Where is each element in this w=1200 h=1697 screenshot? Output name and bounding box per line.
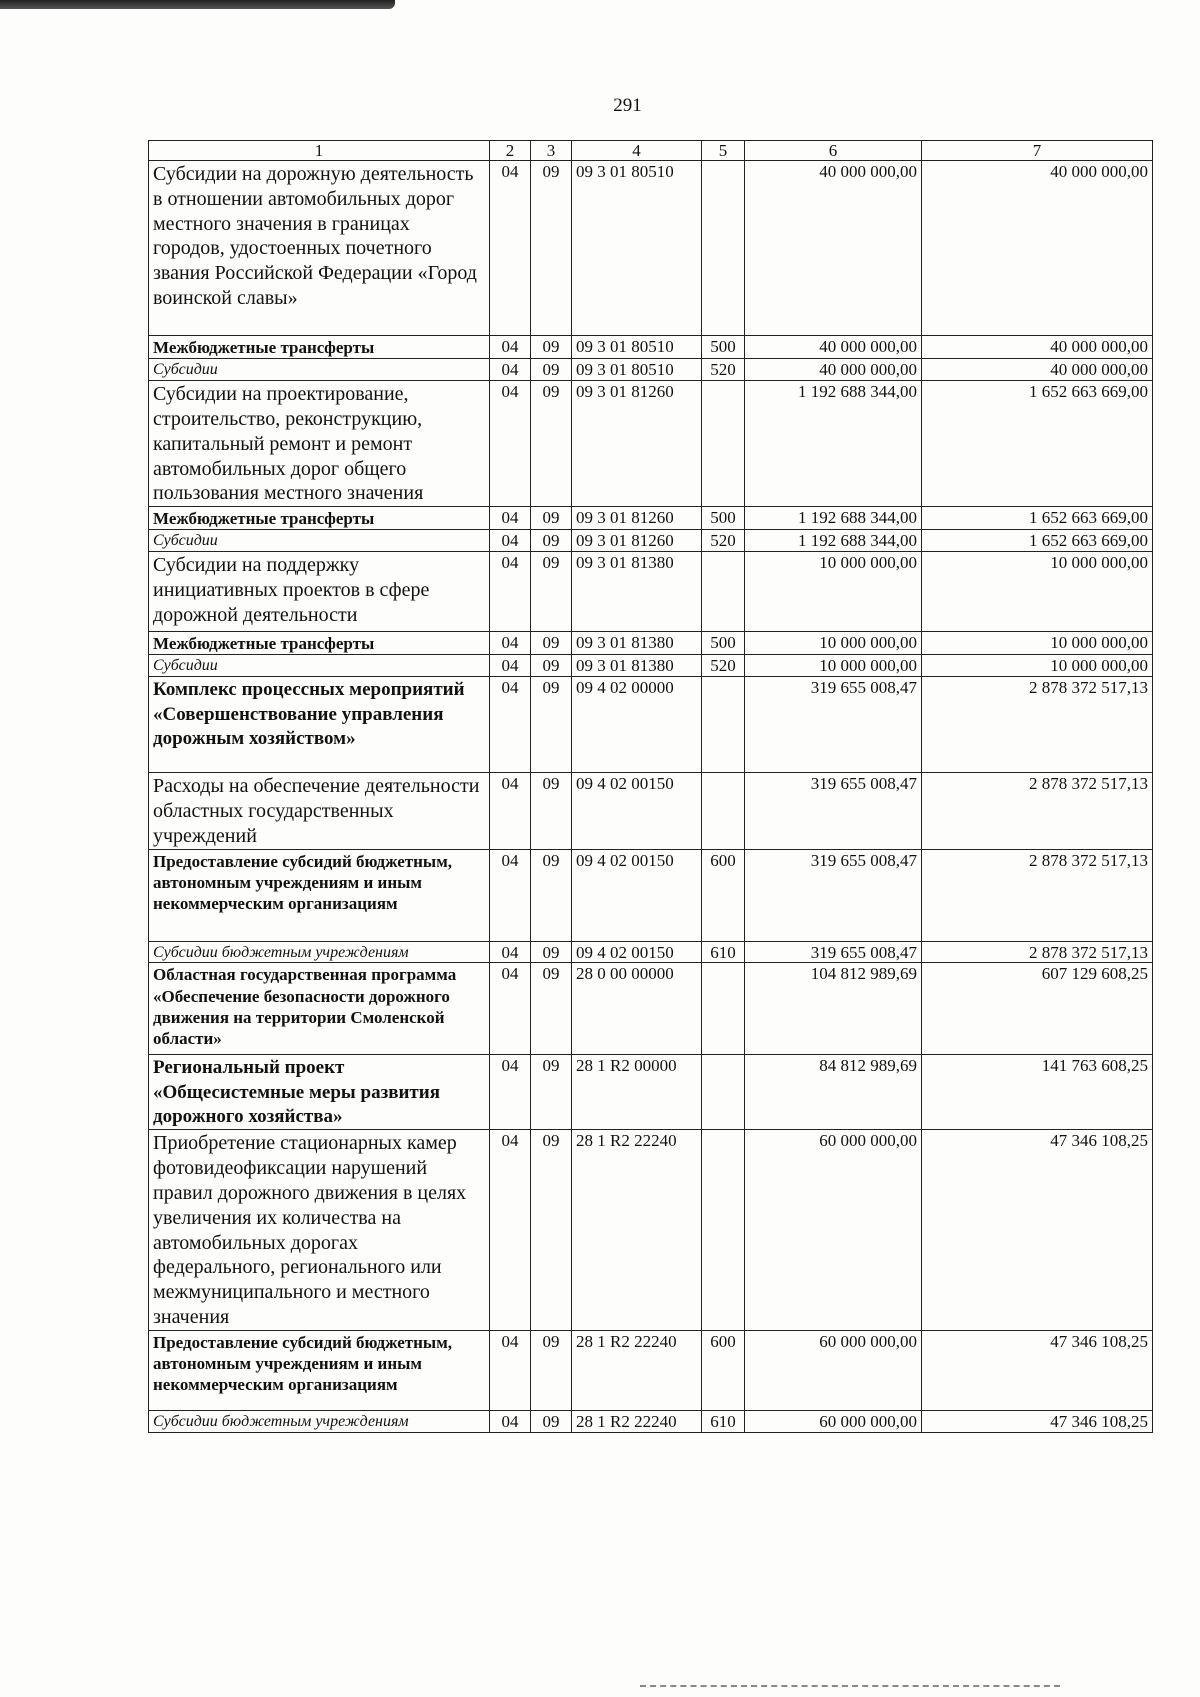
subsection-code: 09	[531, 849, 572, 941]
target-article-code: 09 4 02 00000	[572, 677, 702, 773]
expense-type-code: 610	[702, 941, 745, 963]
section-code: 04	[490, 359, 531, 381]
subsection-code: 09	[531, 381, 572, 507]
table-row	[149, 773, 1153, 849]
target-article-code: 09 4 02 00150	[572, 773, 702, 849]
scan-edge-mark	[0, 0, 395, 9]
target-article-code: 09 4 02 00150	[572, 849, 702, 941]
section-code: 04	[490, 530, 531, 552]
target-article-code: 28 1 R2 22240	[572, 1410, 702, 1432]
amount-year-2: 10 000 000,00	[922, 632, 1153, 655]
amount-year-1: 319 655 008,47	[745, 773, 922, 849]
target-article-code: 09 4 02 00150	[572, 941, 702, 963]
subsection-code: 09	[531, 773, 572, 849]
section-code: 04	[490, 655, 531, 677]
target-article-code: 09 3 01 81260	[572, 507, 702, 530]
row-name: Комплекс процессных мероприятий «Совершенствование управления дорожным хозяйством»	[149, 677, 490, 773]
section-code: 04	[490, 849, 531, 941]
amount-year-1: 319 655 008,47	[745, 677, 922, 773]
row-name: Субсидии бюджетным учреждениям	[149, 941, 490, 963]
amount-year-2: 2 878 372 517,13	[922, 849, 1153, 941]
expense-type-code	[702, 1130, 745, 1330]
expense-type-code: 600	[702, 1330, 745, 1410]
expense-type-code: 600	[702, 849, 745, 941]
target-article-code: 09 3 01 81380	[572, 552, 702, 632]
expense-type-code	[702, 963, 745, 1055]
amount-year-1: 1 192 688 344,00	[745, 530, 922, 552]
amount-year-1: 1 192 688 344,00	[745, 507, 922, 530]
amount-year-1: 40 000 000,00	[745, 359, 922, 381]
amount-year-1: 104 812 989,69	[745, 963, 922, 1055]
expense-type-code: 500	[702, 336, 745, 359]
subsection-code: 09	[531, 359, 572, 381]
row-name: Субсидии	[149, 359, 490, 381]
amount-year-2: 47 346 108,25	[922, 1410, 1153, 1432]
amount-year-2: 40 000 000,00	[922, 359, 1153, 381]
target-article-code: 09 3 01 81380	[572, 655, 702, 677]
amount-year-2: 141 763 608,25	[922, 1055, 1153, 1130]
expense-type-code: 610	[702, 1410, 745, 1432]
section-code: 04	[490, 507, 531, 530]
target-article-code: 09 3 01 80510	[572, 336, 702, 359]
amount-year-1: 10 000 000,00	[745, 632, 922, 655]
expense-type-code	[702, 161, 745, 336]
subsection-code: 09	[531, 161, 572, 336]
section-code: 04	[490, 677, 531, 773]
amount-year-1: 10 000 000,00	[745, 552, 922, 632]
subsection-code: 09	[531, 336, 572, 359]
subsection-code: 09	[531, 632, 572, 655]
subsection-code: 09	[531, 507, 572, 530]
column-number-row	[149, 141, 1153, 161]
amount-year-2: 1 652 663 669,00	[922, 507, 1153, 530]
table-row	[149, 1410, 1153, 1432]
column-header: 2	[490, 141, 531, 161]
column-header: 1	[149, 141, 490, 161]
target-article-code: 09 3 01 81260	[572, 381, 702, 507]
target-article-code: 09 3 01 80510	[572, 359, 702, 381]
section-code: 04	[490, 941, 531, 963]
table-row	[149, 1330, 1153, 1410]
budget-table	[148, 140, 1153, 1433]
subsection-code: 09	[531, 1055, 572, 1130]
expense-type-code	[702, 552, 745, 632]
column-header: 6	[745, 141, 922, 161]
expense-type-code	[702, 677, 745, 773]
amount-year-2: 1 652 663 669,00	[922, 530, 1153, 552]
section-code: 04	[490, 381, 531, 507]
subsection-code: 09	[531, 677, 572, 773]
subsection-code: 09	[531, 655, 572, 677]
table-row	[149, 849, 1153, 941]
subsection-code: 09	[531, 941, 572, 963]
column-header: 5	[702, 141, 745, 161]
expense-type-code	[702, 773, 745, 849]
amount-year-1: 60 000 000,00	[745, 1130, 922, 1330]
amount-year-2: 2 878 372 517,13	[922, 773, 1153, 849]
table-row	[149, 336, 1153, 359]
target-article-code: 09 3 01 81380	[572, 632, 702, 655]
table-row	[149, 530, 1153, 552]
row-name: Приобретение стационарных камер фотовидеофиксации нарушений правил дорожного движения в целях увеличения их количества на автомобильных дорогах федерального, регионального или межмуниципального и местного значения	[149, 1130, 490, 1330]
section-code: 04	[490, 1410, 531, 1432]
amount-year-2: 40 000 000,00	[922, 336, 1153, 359]
section-code: 04	[490, 773, 531, 849]
subsection-code: 09	[531, 530, 572, 552]
subsection-code: 09	[531, 1330, 572, 1410]
amount-year-2: 1 652 663 669,00	[922, 381, 1153, 507]
row-name: Межбюджетные трансферты	[149, 336, 490, 359]
section-code: 04	[490, 161, 531, 336]
subsection-code: 09	[531, 552, 572, 632]
amount-year-2: 10 000 000,00	[922, 655, 1153, 677]
target-article-code: 28 1 R2 00000	[572, 1055, 702, 1130]
amount-year-2: 40 000 000,00	[922, 161, 1153, 336]
table-row	[149, 1055, 1153, 1130]
table-row	[149, 552, 1153, 632]
amount-year-1: 60 000 000,00	[745, 1330, 922, 1410]
section-code: 04	[490, 1330, 531, 1410]
subsection-code: 09	[531, 963, 572, 1055]
target-article-code: 09 3 01 81260	[572, 530, 702, 552]
expense-type-code: 520	[702, 530, 745, 552]
table-row	[149, 677, 1153, 773]
amount-year-1: 1 192 688 344,00	[745, 381, 922, 507]
table-row	[149, 161, 1153, 336]
target-article-code: 28 1 R2 22240	[572, 1330, 702, 1410]
column-header: 3	[531, 141, 572, 161]
section-code: 04	[490, 1055, 531, 1130]
amount-year-2: 10 000 000,00	[922, 552, 1153, 632]
row-name: Субсидии бюджетным учреждениям	[149, 1410, 490, 1432]
row-name: Областная государственная программа «Обеспечение безопасности дорожного движения на территории Смоленской области»	[149, 963, 490, 1055]
amount-year-1: 319 655 008,47	[745, 849, 922, 941]
expense-type-code: 500	[702, 507, 745, 530]
subsection-code: 09	[531, 1130, 572, 1330]
expense-type-code: 520	[702, 655, 745, 677]
expense-type-code	[702, 381, 745, 507]
target-article-code: 28 1 R2 22240	[572, 1130, 702, 1330]
amount-year-2: 607 129 608,25	[922, 963, 1153, 1055]
page-number: 291	[613, 95, 642, 116]
row-name: Субсидии	[149, 530, 490, 552]
section-code: 04	[490, 336, 531, 359]
section-code: 04	[490, 963, 531, 1055]
amount-year-1: 319 655 008,47	[745, 941, 922, 963]
scan-footer-marks	[640, 1685, 1060, 1689]
table-row	[149, 507, 1153, 530]
amount-year-2: 2 878 372 517,13	[922, 677, 1153, 773]
amount-year-2: 47 346 108,25	[922, 1330, 1153, 1410]
row-name: Расходы на обеспечение деятельности областных государственных учреждений	[149, 773, 490, 849]
row-name: Субсидии на проектирование, строительство, реконструкцию, капитальный ремонт и ремонт автомобильных дорог общего пользования местного значения	[149, 381, 490, 507]
expense-type-code: 520	[702, 359, 745, 381]
row-name: Региональный проект «Общесистемные меры развития дорожного хозяйства»	[149, 1055, 490, 1130]
target-article-code: 09 3 01 80510	[572, 161, 702, 336]
row-name: Субсидии на поддержку инициативных проектов в сфере дорожной деятельности	[149, 552, 490, 632]
table-row	[149, 963, 1153, 1055]
column-header: 7	[922, 141, 1153, 161]
row-name: Межбюджетные трансферты	[149, 507, 490, 530]
amount-year-1: 40 000 000,00	[745, 336, 922, 359]
section-code: 04	[490, 632, 531, 655]
amount-year-1: 84 812 989,69	[745, 1055, 922, 1130]
table-row	[149, 359, 1153, 381]
row-name: Субсидии на дорожную деятельность в отношении автомобильных дорог местного значения в границах городов, удостоенных почетного звания Российской Федерации «Город воинской славы»	[149, 161, 490, 336]
subsection-code: 09	[531, 1410, 572, 1432]
amount-year-1: 60 000 000,00	[745, 1410, 922, 1432]
amount-year-2: 47 346 108,25	[922, 1130, 1153, 1330]
row-name: Предоставление субсидий бюджетным, автономным учреждениям и иным некоммерческим организациям	[149, 1330, 490, 1410]
row-name: Субсидии	[149, 655, 490, 677]
section-code: 04	[490, 552, 531, 632]
row-name: Межбюджетные трансферты	[149, 632, 490, 655]
amount-year-1: 40 000 000,00	[745, 161, 922, 336]
row-name: Предоставление субсидий бюджетным, автономным учреждениям и иным некоммерческим организациям	[149, 849, 490, 941]
table-row	[149, 632, 1153, 655]
section-code: 04	[490, 1130, 531, 1330]
target-article-code: 28 0 00 00000	[572, 963, 702, 1055]
expense-type-code: 500	[702, 632, 745, 655]
expense-type-code	[702, 1055, 745, 1130]
table-row	[149, 941, 1153, 963]
table-row	[149, 655, 1153, 677]
table-row	[149, 1130, 1153, 1330]
amount-year-1: 10 000 000,00	[745, 655, 922, 677]
column-header: 4	[572, 141, 702, 161]
table-row	[149, 381, 1153, 507]
amount-year-2: 2 878 372 517,13	[922, 941, 1153, 963]
